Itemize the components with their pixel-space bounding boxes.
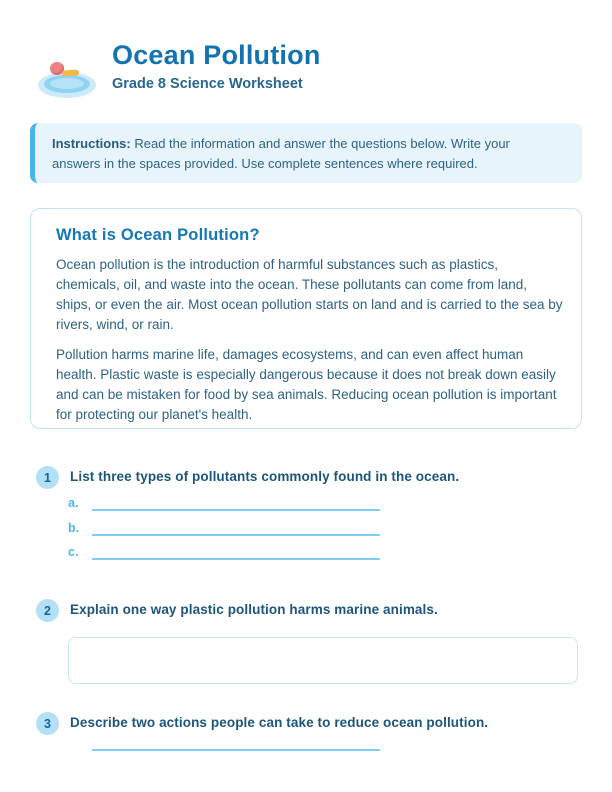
answer-letter-a: a.	[68, 496, 79, 510]
question-1-text: List three types of pollutants commonly found in the ocean.	[70, 469, 460, 484]
info-paragraph-1: Ocean pollution is the introduction of harmful substances such as plastics, chemicals, oil, and waste into the ocean. These pollutants can come from land, ships, or even the air. Most ocean pollution starts on land and is carried to the sea by rivers, wind, or rain.	[56, 257, 563, 332]
question-2-number-badge: 2	[36, 599, 59, 622]
answer-letter-c: c.	[68, 545, 79, 559]
header	[112, 40, 321, 92]
question-3-number-badge: 3	[36, 712, 59, 735]
question-2	[36, 599, 576, 622]
floating-trash-stick	[62, 69, 79, 76]
question-2-text: Explain one way plastic pollution harms marine animals.	[70, 602, 438, 617]
answer-row-a	[68, 496, 380, 511]
info-paragraph-2: Pollution harms marine life, damages ecosystems, and can even affect human health. Plastic waste is especially dangerous because it does not break down easily and can be mistaken for food by sea animals. Reducing ocean pollution is important for protecting our planet's health.	[56, 346, 557, 422]
answer-letter-b: b.	[68, 521, 80, 535]
info-box-heading: What is Ocean Pollution?	[56, 226, 260, 244]
question-3-answer-line[interactable]	[92, 740, 380, 751]
answer-line-b[interactable]	[92, 523, 380, 536]
polluted-pond-icon	[36, 56, 98, 100]
answer-row-b	[68, 521, 380, 536]
question-1	[36, 466, 576, 489]
answer-row-c	[68, 545, 380, 560]
answer-line-c[interactable]	[92, 547, 380, 560]
question-1-number-badge: 1	[36, 466, 59, 489]
question-3	[36, 712, 576, 735]
instructions-callout	[30, 123, 582, 183]
instructions-text: Read the information and answer the questions below. Write your answers in the spaces provided. Use complete sentences where required.	[52, 136, 510, 171]
page-title: Ocean Pollution	[112, 40, 321, 70]
question-3-text: Describe two actions people can take to reduce ocean pollution.	[70, 715, 489, 730]
page-subtitle: Grade 8 Science Worksheet	[112, 76, 303, 92]
answer-line-a[interactable]	[92, 498, 380, 511]
question-2-answer-box[interactable]	[68, 637, 578, 684]
pond-inner-water	[50, 78, 84, 89]
instructions-label: Instructions:	[52, 136, 131, 151]
info-box	[30, 208, 582, 429]
